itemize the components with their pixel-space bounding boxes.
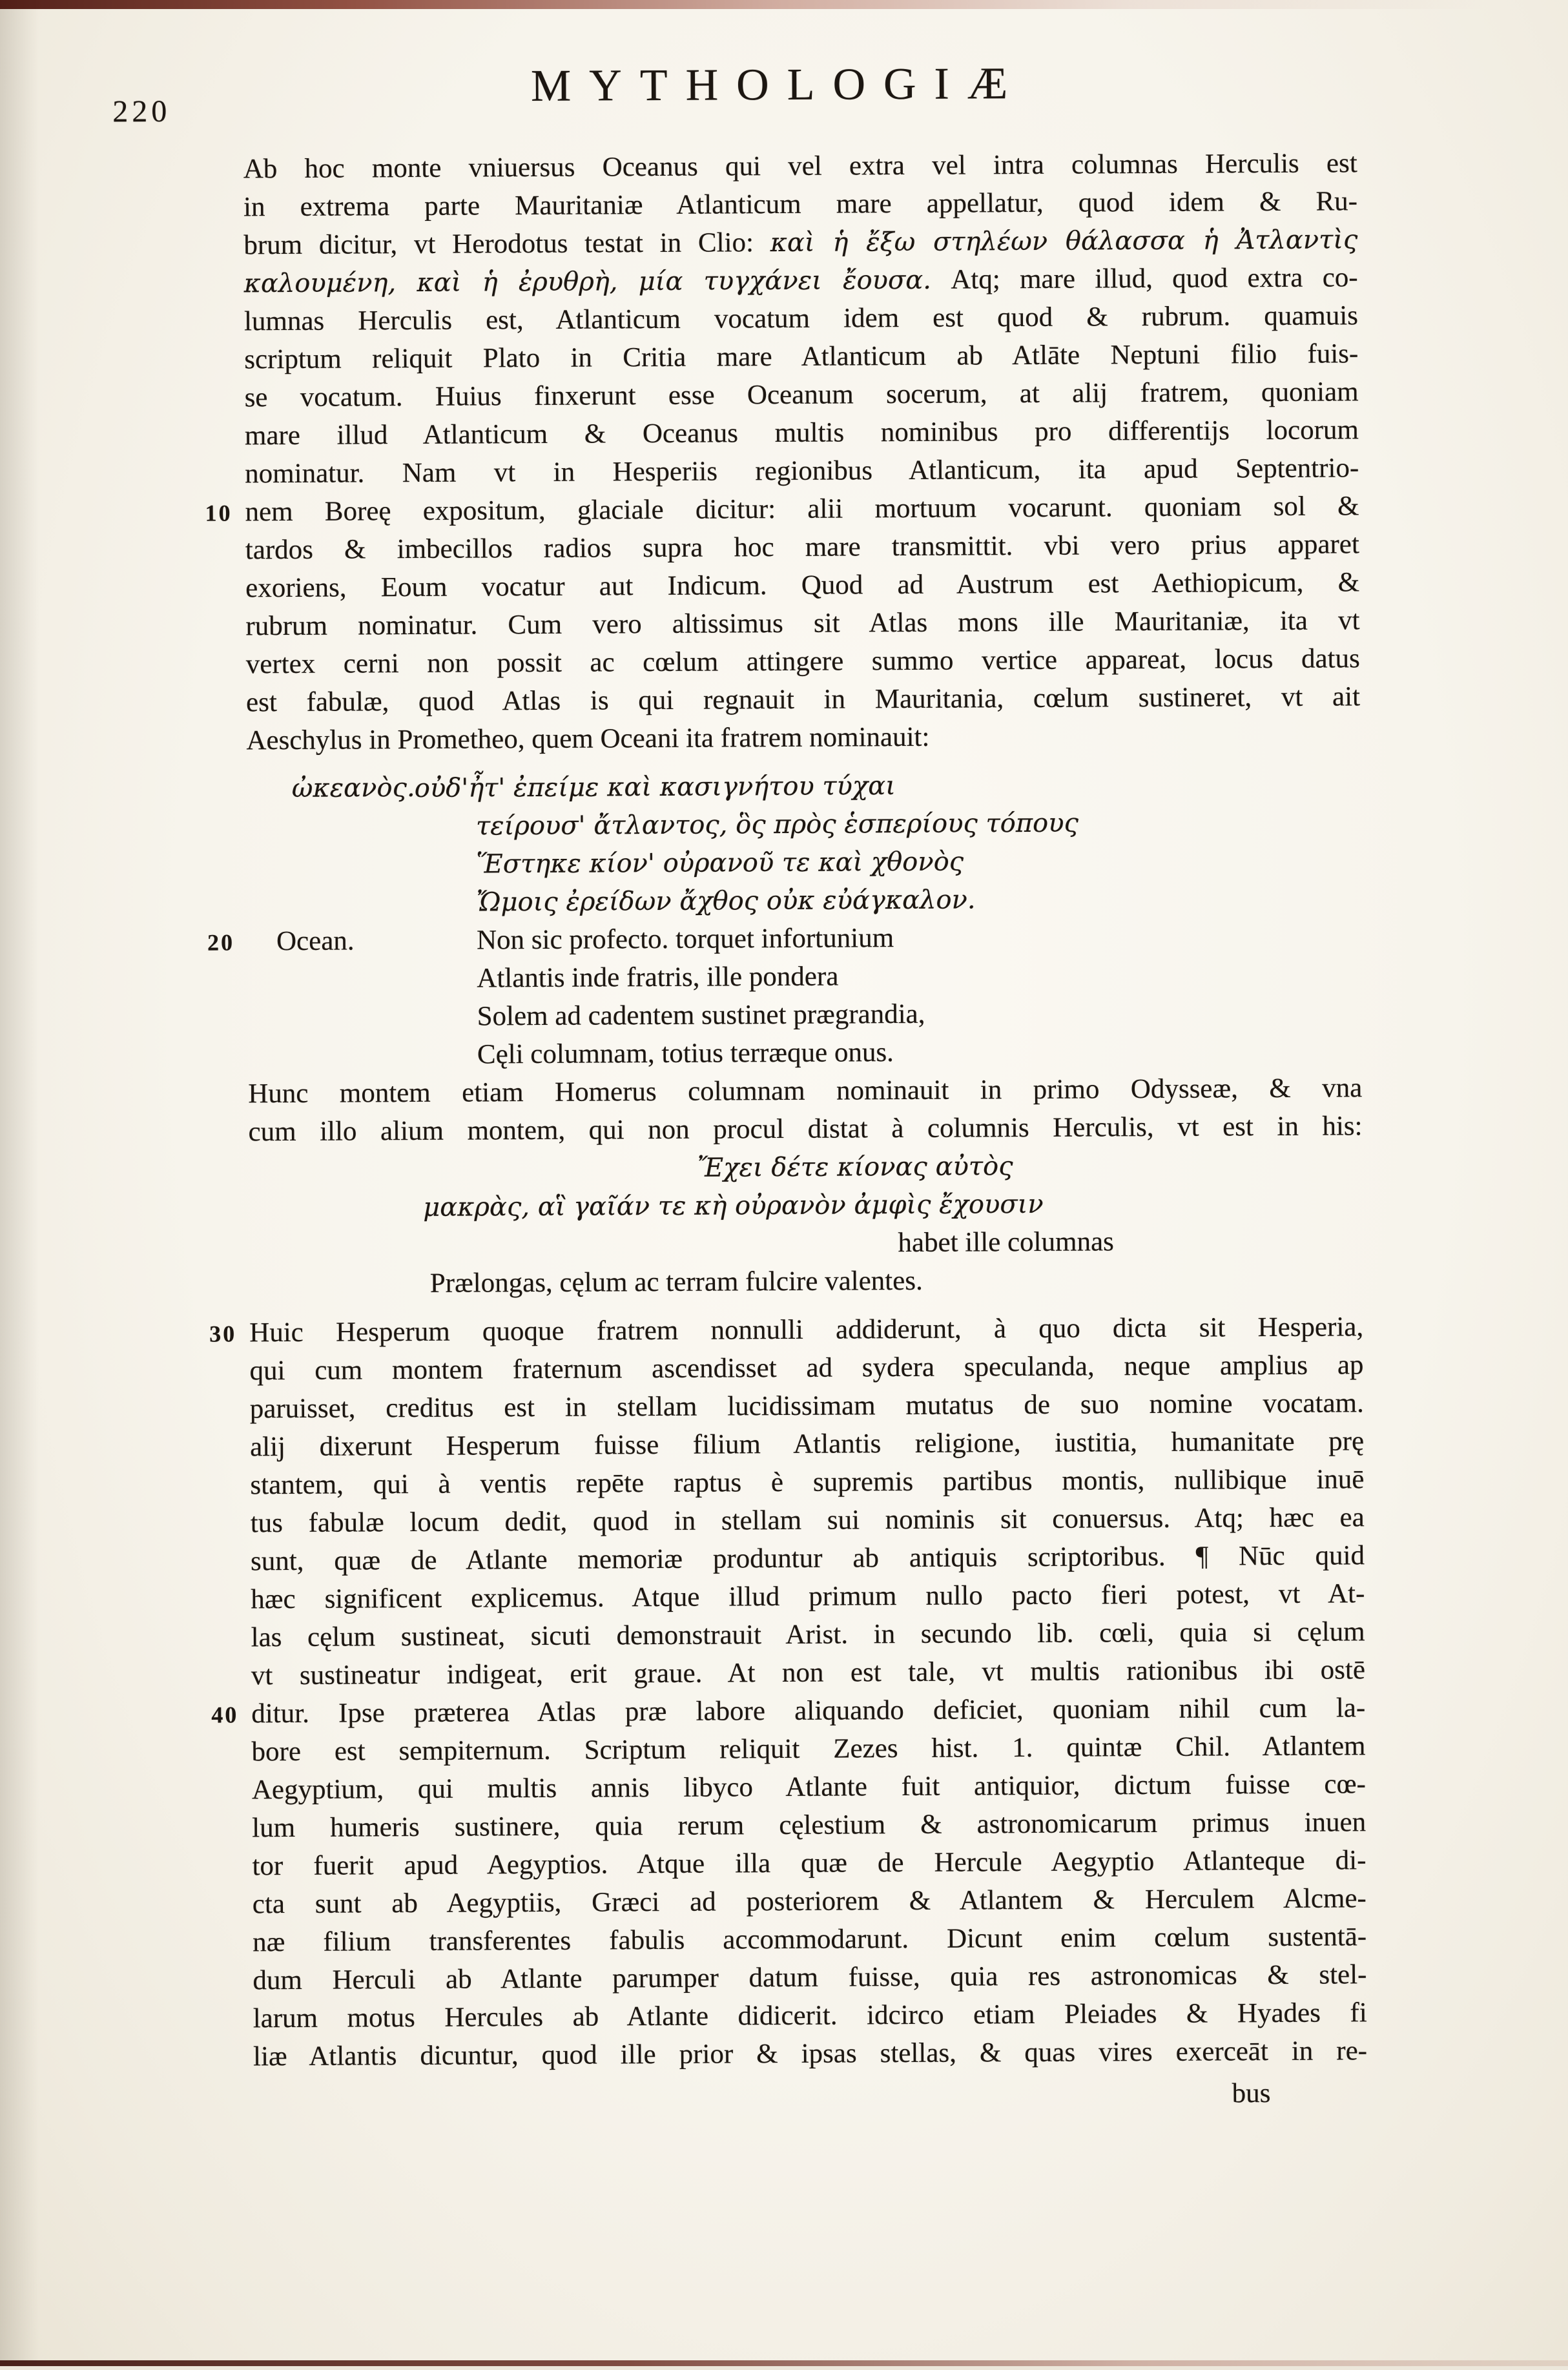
text-segment: τείρουσ' ἄτλαντος, ὃς πρὸς ἑσπερίους τόπους: [475, 808, 1079, 841]
text-line: [253, 1879, 1367, 1923]
text-line: [248, 1107, 1362, 1151]
text-segment: mare illud Atlanticum & Oceanus multis nominibus pro differentijs locorum: [244, 415, 1359, 451]
text-line: [211, 1689, 1366, 1733]
text-segment: καλουμένη, καὶ ἡ ἐρυθρὴ, μία τυγχάνει ἔουσα.: [243, 265, 932, 299]
text-line: [250, 1384, 1364, 1428]
text-segment: ditur. Ipse præterea Atlas præ labore aliquando deficiet, quoniam nihil cum la-: [251, 1693, 1366, 1729]
text-line: [249, 1145, 1363, 1189]
text-segment: cta sunt ab Aegyptiis, Græci ad posteriorem & Atlantem & Herculem Alcme-: [252, 1883, 1367, 1920]
text-segment: bore est sempiternum. Scriptum reliquit Zezes hist. 1. quintæ Chil. Atlantem: [251, 1731, 1366, 1767]
text-line: [247, 764, 1361, 808]
text-line: [251, 1727, 1365, 1771]
text-line: [244, 373, 1358, 417]
text-segment: Ab hoc monte vniuersus Oceanus qui vel extra vel intra columnas Herculis est: [243, 148, 1357, 185]
text-segment: Aegyptium, qui multis annis libyco Atlante fuit antiquior, dictum fuisse cœ-: [251, 1769, 1367, 1806]
scan-top-edge: [0, 0, 1568, 9]
page-number: 220: [112, 94, 171, 129]
text-line: [245, 563, 1359, 607]
text-line: [245, 411, 1359, 455]
text-line: [253, 1917, 1367, 1961]
text-segment: Ἔχει δέτε κίονας αὐτὸς: [697, 1151, 1013, 1183]
text-line: [245, 449, 1359, 493]
margin-line-number: 40: [211, 1702, 239, 1728]
text-line: [248, 1031, 1362, 1075]
text-line: [245, 525, 1359, 569]
text-line: [247, 954, 1361, 998]
text-segment: dum Herculi ab Atlante parumper datum fuisse, quia res astronomicas & stel-: [253, 1959, 1367, 1996]
text-segment: Aeschylus in Prometheo, quem Oceani ita fratrem nominauit:: [246, 721, 930, 756]
text-line: [251, 1536, 1365, 1580]
text-segment: Cęli columnam, totius terræque onus.: [477, 1037, 894, 1070]
text-segment: lumnas Herculis est, Atlanticum vocatum idem est quod & rubrum. quamuis: [243, 300, 1359, 337]
text-segment: Atlantis inde fratris, ille pondera: [477, 961, 839, 994]
text-segment: rubrum nominatur. Cum vero altissimus sit Atlas mons ille Mauritaniæ, ita vt: [245, 605, 1360, 642]
text-segment: lum humeris sustinere, quia rerum cęlestium & astronomicarum primus inuen: [252, 1807, 1367, 1844]
text-segment: larum motus Hercules ab Atlante didicerit. idcirco etiam Pleiades & Hyades fi: [253, 1997, 1367, 2034]
text-segment: brum dicitur, vt Herodotus testat in Clio:: [243, 227, 770, 261]
verse-speaker: ὠκεανὸς.: [291, 772, 415, 803]
text-segment: Ἕστηκε κίον' οὐρανοῦ τε καὶ χθονὸς: [476, 847, 964, 880]
text-line: [253, 2032, 1367, 2076]
text-line: [251, 1574, 1365, 1618]
text-line: [251, 1498, 1365, 1542]
text-line: [248, 1069, 1362, 1113]
text-segment: Atq; mare illud, quod extra co-: [931, 262, 1358, 295]
text-line: [250, 1460, 1364, 1504]
text-line: [246, 716, 1360, 759]
text-line: [251, 1613, 1365, 1656]
text-segment: tor fuerit apud Aegyptios. Atque illa quæ de Hercule Aegyptio Atlanteque di-: [252, 1845, 1367, 1882]
text-line: [244, 258, 1358, 302]
text-segment: vertex cerni non possit ac cœlum attingere summo vertice appareat, locus datus: [245, 643, 1360, 680]
text-segment: in extrema parte Mauritaniæ Atlanticum mare appellatur, quod idem & Ru-: [243, 186, 1358, 223]
scan-bottom-edge: [0, 2360, 1568, 2366]
text-line: [243, 182, 1357, 226]
text-line: [247, 878, 1361, 922]
margin-line-number: 10: [205, 500, 232, 526]
text-line: [251, 1651, 1365, 1695]
text-line: [249, 1183, 1363, 1227]
text-segment: liæ Atlantis dicuntur, quod ille prior & ipsas stellas, & quas vires exerceāt in re-: [253, 2035, 1368, 2072]
text-segment: οὐδ'ἦτ' ἐπείμε καὶ κασιγνήτου τύχαι: [414, 771, 896, 803]
text-line: [245, 601, 1359, 645]
text-segment: Non sic profecto. torquet infortunium: [476, 923, 894, 956]
text-segment: tus fabulæ locum dedit, quod in stellam sui nominis sit conuersus. Atq; hæc ea: [250, 1502, 1365, 1539]
text-line: [253, 1955, 1367, 1999]
text-line: [247, 993, 1361, 1036]
text-line: [247, 802, 1361, 846]
text-segment: alij dixerunt Hesperum fuisse filium Atlantis religione, iustitia, humanitate prę: [250, 1426, 1365, 1463]
text-segment: καὶ ἡ ἔξω στηλέων θάλασσα ἡ Ἀτλαντὶς: [770, 225, 1358, 258]
text-line: [246, 677, 1360, 721]
text-segment: exoriens, Eoum vocatur aut Indicum. Quod ad Austrum est Aethiopicum, &: [245, 567, 1360, 604]
text-segment: stantem, qui à ventis repēte raptus è supremis partibus montis, nullibique inuē: [250, 1464, 1365, 1501]
text-line: [252, 1765, 1366, 1809]
text-line: [249, 1221, 1363, 1265]
text-segment: nominatur. Nam vt in Hesperiis regionibus Atlanticum, ita apud Septentrio-: [245, 453, 1359, 489]
text-line: [246, 639, 1360, 683]
text-segment: cum illo alium montem, qui non procul distat à columnis Herculis, vt est in his:: [248, 1111, 1363, 1148]
text-line: [244, 296, 1358, 340]
text-line: [209, 1308, 1364, 1352]
text-segment: est fabulæ, quod Atlas is qui regnauit in Mauritania, cœlum sustineret, vt ait: [245, 681, 1361, 718]
text-line: [252, 1841, 1366, 1885]
text-segment: Prælongas, cęlum ac terram fulcire valentes.: [429, 1265, 923, 1299]
text-segment: sunt, quæ de Atlante memoriæ produntur ab antiquis scriptoribus. ¶ Nūc quid: [250, 1540, 1365, 1577]
text-segment: nem Boreę expositum, glaciale dicitur: alii mortuum vocarunt. quoniam sol &: [245, 491, 1359, 528]
text-line: [249, 1259, 1363, 1303]
text-line: [244, 335, 1358, 378]
text-segment: tardos & imbecillos radios supra hoc mare transmittit. vbi vero prius apparet: [245, 529, 1359, 566]
text-line: [250, 1422, 1364, 1466]
text-line: [253, 1994, 1367, 2037]
text-line: [252, 1803, 1366, 1847]
catchword: bus: [1232, 2078, 1271, 2109]
running-title: MYTHOLOGIÆ: [530, 59, 1026, 112]
margin-line-number: 20: [207, 929, 235, 956]
text-column: [205, 144, 1368, 2118]
margin-line-number: 30: [209, 1321, 237, 1347]
text-segment: vt sustineatur indigeat, erit graue. At non est tale, vt multis rationibus ibi ostē: [251, 1654, 1366, 1691]
text-segment: Hunc montem etiam Homerus columnam nominauit in primo Odysseæ, & vna: [248, 1073, 1363, 1109]
scan-left-edge-shadow: [0, 0, 39, 2366]
text-segment: se vocatum. Huius finxerunt esse Oceanum socerum, at alij fratrem, quoniam: [244, 376, 1359, 413]
text-segment: Huic Hesperum quoque fratrem nonnulli addiderunt, à quo dicta sit Hesperia,: [249, 1312, 1364, 1348]
text-line: [243, 144, 1357, 188]
text-segment: Ὤμοις ἐρείδων ἄχθος οὐκ εὐάγκαλον.: [476, 885, 976, 918]
text-line: [207, 916, 1361, 960]
text-line: [247, 840, 1361, 884]
text-segment: Solem ad cadentem sustinet prægrandia,: [477, 998, 925, 1032]
text-line: [243, 220, 1357, 264]
text-segment: las cęlum sustineat, sicuti demonstrauit Arist. in secundo lib. cœli, quia si cęlum: [251, 1616, 1365, 1653]
text-segment: qui cum montem fraternum ascendisset ad sydera speculanda, neque amplius ap: [249, 1350, 1364, 1386]
text-segment: μακρὰς, αἳ γαῖάν τε κὴ οὐρανὸν ἀμφὶς ἔχουσιν: [423, 1189, 1044, 1222]
text-line: [205, 487, 1359, 531]
text-segment: habet ille columnas: [898, 1226, 1114, 1259]
text-segment: scriptum reliquit Plato in Critia mare Atlanticum ab Atlāte Neptuni filio fuis-: [244, 338, 1359, 375]
text-segment: paruisset, creditus est in stellam lucidissimam mutatus de suo nomine vocatam.: [249, 1388, 1364, 1425]
text-segment: hæc significent explicemus. Atque illud primum nullo pacto fieri potest, vt At-: [251, 1578, 1365, 1615]
text-segment: næ filium transferentes fabulis accommodarunt. Dicunt enim cœlum sustentā-: [253, 1921, 1367, 1958]
text-line: [249, 1346, 1363, 1390]
verse-speaker: Ocean.: [276, 925, 355, 957]
